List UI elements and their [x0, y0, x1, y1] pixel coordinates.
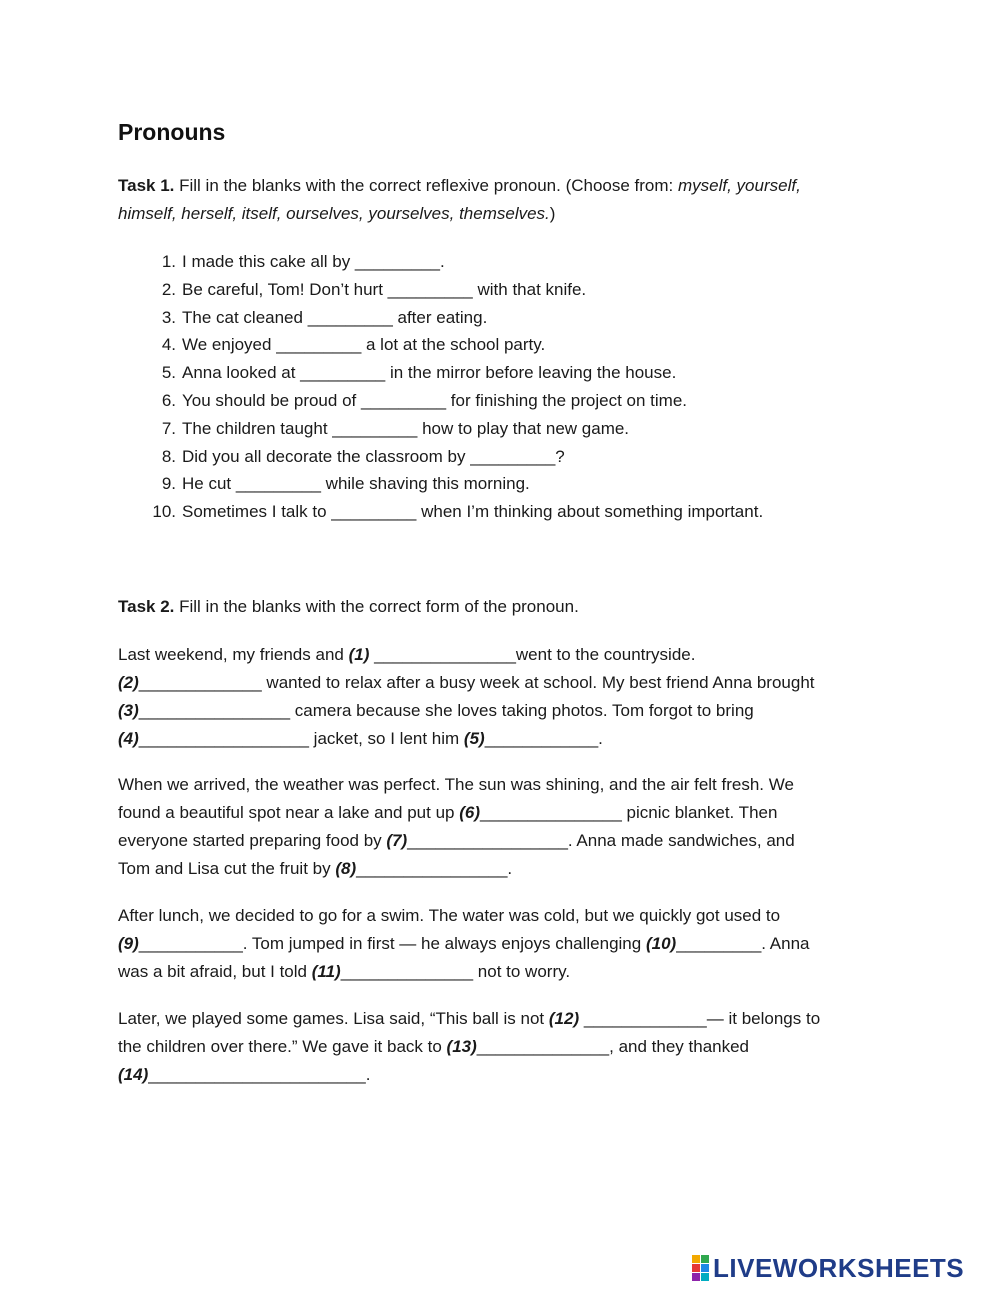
p1-text: ________________ camera because she loves taking photos. Tom forgot to bring — [138, 701, 754, 720]
p4-text: _____________— it belongs to — [579, 1009, 821, 1028]
list-item — [118, 304, 763, 332]
list-item — [118, 387, 763, 415]
p4-text: Later, we played some games. Lisa said, “This ball is not — [118, 1009, 549, 1028]
item-text: I made this cake all by _________. — [182, 252, 445, 271]
item-number: 10. — [152, 502, 176, 522]
list-item — [118, 470, 763, 498]
task1-item-list — [118, 248, 763, 526]
logo-text: LIVEWORKSHEETS — [713, 1252, 965, 1283]
blank-marker-8: (8) — [335, 859, 357, 878]
task2-label: Task 2. — [118, 597, 175, 616]
p2-text: _______________ picnic blanket. Then — [480, 803, 778, 822]
p2-text: _________________. Anna made sandwiches, and — [407, 831, 795, 850]
p1-text: _____________ wanted to relax after a busy week at school. My best friend Anna brought — [138, 673, 815, 692]
task1-choices-line1: myself, yourself, — [678, 176, 801, 195]
list-item — [118, 248, 763, 276]
list-item — [118, 331, 763, 359]
list-item — [118, 359, 763, 387]
list-item — [118, 443, 763, 471]
task2-paragraph-2 — [118, 771, 908, 883]
task2-paragraph-3 — [118, 902, 908, 986]
item-number: 9. — [161, 474, 176, 494]
item-text: Sometimes I talk to _________ when I’m thinking about something important. — [182, 502, 764, 522]
blank-marker-10: (10) — [645, 934, 677, 953]
blank-marker-13: (13) — [446, 1037, 477, 1056]
p4-text: _______________________. — [148, 1065, 371, 1084]
item-text: He cut _________ while shaving this morning. — [182, 474, 530, 494]
list-item — [118, 415, 763, 443]
task2-paragraph-1 — [118, 641, 908, 753]
item-text: You should be proud of _________ for finishing the project on time. — [182, 390, 688, 410]
item-text: Anna looked at _________ in the mirror before leaving the house. — [182, 363, 677, 383]
item-number: 6. — [161, 390, 176, 410]
task1-close-paren: ) — [549, 204, 556, 223]
item-text: The cat cleaned _________ after eating. — [182, 307, 488, 327]
p3-text: was a bit afraid, but I told — [118, 962, 312, 981]
task2-instructions — [118, 593, 898, 621]
task1-instruction-text: Fill in the blanks with the correct reflexive pronoun. (Choose from: — [174, 176, 678, 195]
item-number: 5. — [161, 363, 176, 383]
blank-marker-14: (14) — [118, 1065, 149, 1084]
p2-text: When we arrived, the weather was perfect. The sun was shining, and the air felt fresh. We — [118, 775, 794, 794]
logo-mark-icon — [692, 1255, 709, 1281]
p1-text: __________________ jacket, so I lent him — [138, 729, 464, 748]
blank-marker-11: (11) — [311, 962, 341, 981]
liveworksheets-logo — [692, 1253, 964, 1283]
p4-text: the children over there.” We gave it back to — [118, 1037, 447, 1056]
blank-marker-1: (1) — [348, 645, 370, 664]
p1-text: _______________went to the countryside. — [369, 645, 696, 664]
p3-text: ______________ not to worry. — [340, 962, 571, 981]
blank-marker-4: (4) — [118, 729, 139, 748]
item-text: We enjoyed _________ a lot at the school party. — [182, 335, 546, 355]
blank-marker-7: (7) — [386, 831, 408, 850]
p1-text: ____________. — [484, 729, 603, 748]
task1-instructions — [118, 172, 898, 228]
blank-marker-5: (5) — [463, 729, 485, 748]
list-item — [118, 498, 763, 526]
p1-text: Last weekend, my friends and — [118, 645, 349, 664]
blank-marker-3: (3) — [118, 701, 139, 720]
blank-marker-12: (12) — [548, 1009, 580, 1028]
item-text: Be careful, Tom! Don’t hurt _________ with that knife. — [182, 279, 587, 299]
item-text: The children taught _________ how to play that new game. — [182, 418, 630, 438]
blank-marker-6: (6) — [459, 803, 480, 822]
task1-choices-line2: himself, herself, itself, ourselves, yourselves, themselves. — [118, 204, 550, 223]
p3-text: _________. Anna — [676, 934, 810, 953]
item-number: 8. — [161, 446, 176, 466]
p2-text: everyone started preparing food by — [118, 831, 387, 850]
item-text: Did you all decorate the classroom by _________? — [182, 446, 565, 466]
page-title: Pronouns — [118, 119, 226, 145]
item-number: 3. — [161, 307, 176, 327]
task1-label: Task 1. — [118, 176, 175, 195]
p3-text: ___________. Tom jumped in first — he always enjoys challenging — [138, 934, 646, 953]
item-number: 7. — [161, 418, 176, 438]
p4-text: ______________, and they thanked — [476, 1037, 750, 1056]
p3-text: After lunch, we decided to go for a swim. The water was cold, but we quickly got used to — [118, 906, 781, 925]
task2-paragraph-4 — [118, 1005, 908, 1089]
list-item — [118, 276, 763, 304]
item-number: 4. — [161, 335, 176, 355]
p2-text: ________________. — [356, 859, 513, 878]
blank-marker-2: (2) — [118, 673, 139, 692]
item-number: 1. — [161, 252, 176, 271]
blank-marker-9: (9) — [118, 934, 139, 953]
task2-instruction-text: Fill in the blanks with the correct form of the pronoun. — [174, 597, 579, 616]
p2-text: found a beautiful spot near a lake and put up — [118, 803, 460, 822]
item-number: 2. — [161, 279, 176, 299]
p2-text: Tom and Lisa cut the fruit by — [118, 859, 336, 878]
